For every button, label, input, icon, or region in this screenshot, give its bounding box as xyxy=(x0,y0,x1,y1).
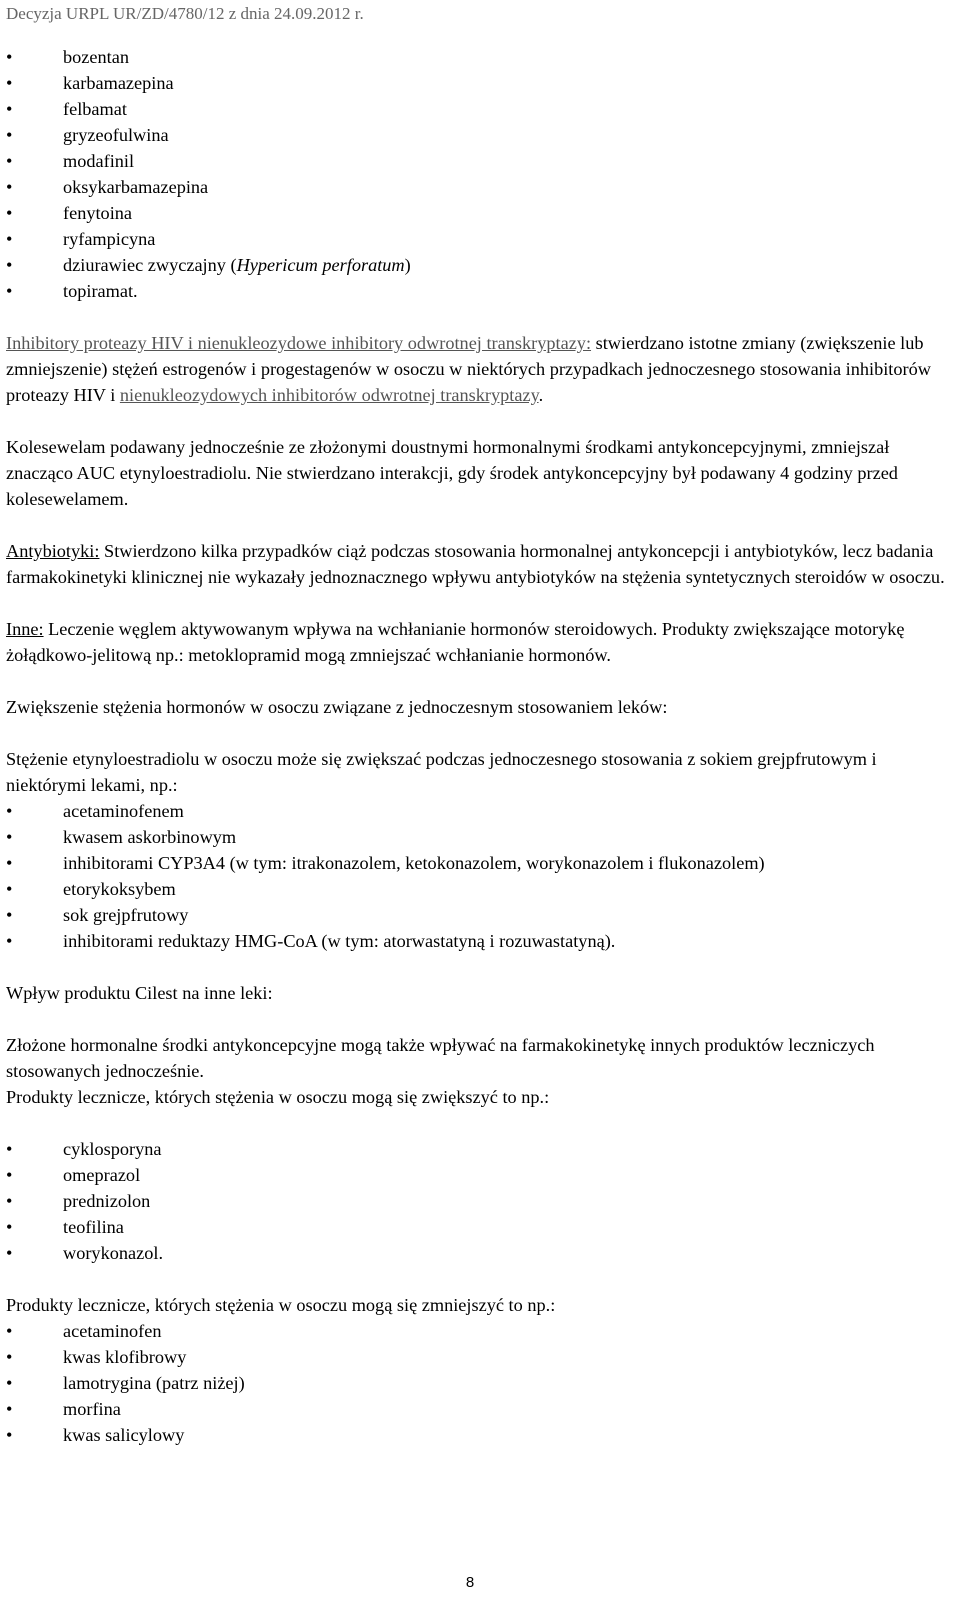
inducer-drug-list xyxy=(6,44,946,304)
paragraph-text: . xyxy=(538,385,544,405)
list-item: • karbamazepina xyxy=(6,70,946,96)
hiv-heading-link[interactable]: Inhibitory proteazy HIV i nienukleozydowe inhibitory odwrotnej transkryptazy: xyxy=(6,333,592,353)
list-item: • sok grejpfrutowy xyxy=(6,902,946,928)
paragraph-text: stwierdzano istotne zmiany (zwiększenie lub zmniejszenie) stężeń estrogenów i progestagenów w osoczu w niektórych przypadkach jednoczesnego stosowania inhibitorów proteazy HIV i xyxy=(6,333,931,405)
list-item: • modafinil xyxy=(6,148,946,174)
hiv-paragraph xyxy=(6,330,946,408)
list-item xyxy=(6,252,946,278)
document-body xyxy=(6,44,946,1448)
antibiotics-paragraph xyxy=(6,538,946,590)
list-item: • felbamat xyxy=(6,96,946,122)
nnrti-link[interactable]: nienukleozydowych inhibitorów odwrotnej transkryptazy xyxy=(119,385,539,405)
latin-name: Hypericum perforatum xyxy=(236,255,405,275)
list-item: • worykonazol. xyxy=(6,1240,946,1266)
paragraph-text: Stwierdzono kilka przypadków ciąż podczas stosowania hormonalnej antykoncepcji i antybiotyków, lecz badania farmakokinetyki klinicznej nie wykazały jednoznacznego wpływu antybiotyków na stężenia syntetycznych steroidów w osoczu. xyxy=(6,541,945,587)
decreased-concentration-list xyxy=(6,1318,946,1448)
list-item: • cyklosporyna xyxy=(6,1136,946,1162)
other-label: Inne: xyxy=(6,619,44,639)
list-item: • inhibitorami CYP3A4 (w tym: itrakonazolem, ketokonazolem, worykonazolem i flukonazolem) xyxy=(6,850,946,876)
increased-concentration-list xyxy=(6,1136,946,1266)
cilest-heading: Wpływ produktu Cilest na inne leki: xyxy=(6,983,273,1003)
list-item: • topiramat. xyxy=(6,278,946,304)
increase-heading: Zwiększenie stężenia hormonów w osoczu związane z jednoczesnym stosowaniem leków: xyxy=(6,697,668,717)
list-item: • kwas klofibrowy xyxy=(6,1344,946,1370)
list-item: • prednizolon xyxy=(6,1188,946,1214)
decrease-products-heading: Produkty lecznicze, których stężenia w osoczu mogą się zmniejszyć to np.: xyxy=(6,1295,556,1315)
list-item: • ryfampicyna xyxy=(6,226,946,252)
list-item: • morfina xyxy=(6,1396,946,1422)
list-item: • teofilina xyxy=(6,1214,946,1240)
kolesewelam-paragraph: Kolesewelam podawany jednocześnie ze złożonymi doustnymi hormonalnymi środkami antykoncepcyjnymi, zmniejszał znacząco AUC etynyloestradiolu. Nie stwierdzano interakcji, gdy środek antykoncepcyjny był podawany 4 godziny przed kolesewelamem. xyxy=(6,437,898,509)
paragraph-text: Leczenie węglem aktywowanym wpływa na wchłanianie hormonów steroidowych. Produkty zwiększające motorykę żołądkowo-jelitową np.: metoklopramid mogą zmniejszać wchłanianie hormonów. xyxy=(6,619,905,665)
list-item: • fenytoina xyxy=(6,200,946,226)
increase-intro: Stężenie etynyloestradiolu w osoczu może się zwiększać podczas jednoczesnego stosowania z sokiem grejpfrutowym i niektórymi lekami, np.: xyxy=(6,749,877,795)
list-item: • etorykoksybem xyxy=(6,876,946,902)
list-item-text: dziurawiec zwyczajny ( xyxy=(63,255,237,275)
list-item: • inhibitorami reduktazy HMG-CoA (w tym: atorwastatyną i rozuwastatyną). xyxy=(6,928,946,954)
antibiotics-label: Antybiotyki: xyxy=(6,541,100,561)
list-item: • bozentan xyxy=(6,44,946,70)
document-header: Decyzja URPL UR/ZD/4780/12 z dnia 24.09.2012 r. xyxy=(6,4,364,23)
list-item: • acetaminofenem xyxy=(6,798,946,824)
other-paragraph xyxy=(6,616,946,668)
page-number: 8 xyxy=(465,1574,475,1591)
list-item: • acetaminofen xyxy=(6,1318,946,1344)
list-item: • gryzeofulwina xyxy=(6,122,946,148)
list-item: • kwasem askorbinowym xyxy=(6,824,946,850)
list-item: • omeprazol xyxy=(6,1162,946,1188)
increase-drug-list xyxy=(6,798,946,954)
list-item: • kwas salicylowy xyxy=(6,1422,946,1448)
list-item: • lamotrygina (patrz niżej) xyxy=(6,1370,946,1396)
list-item: • oksykarbamazepina xyxy=(6,174,946,200)
cilest-paragraph: Złożone hormonalne środki antykoncepcyjne mogą także wpływać na farmakokinetykę innych produktów leczniczych stosowanych jednocześnie. xyxy=(6,1035,875,1081)
increase-products-heading: Produkty lecznicze, których stężenia w osoczu mogą się zwiększyć to np.: xyxy=(6,1087,550,1107)
list-item-text: ) xyxy=(404,255,411,275)
